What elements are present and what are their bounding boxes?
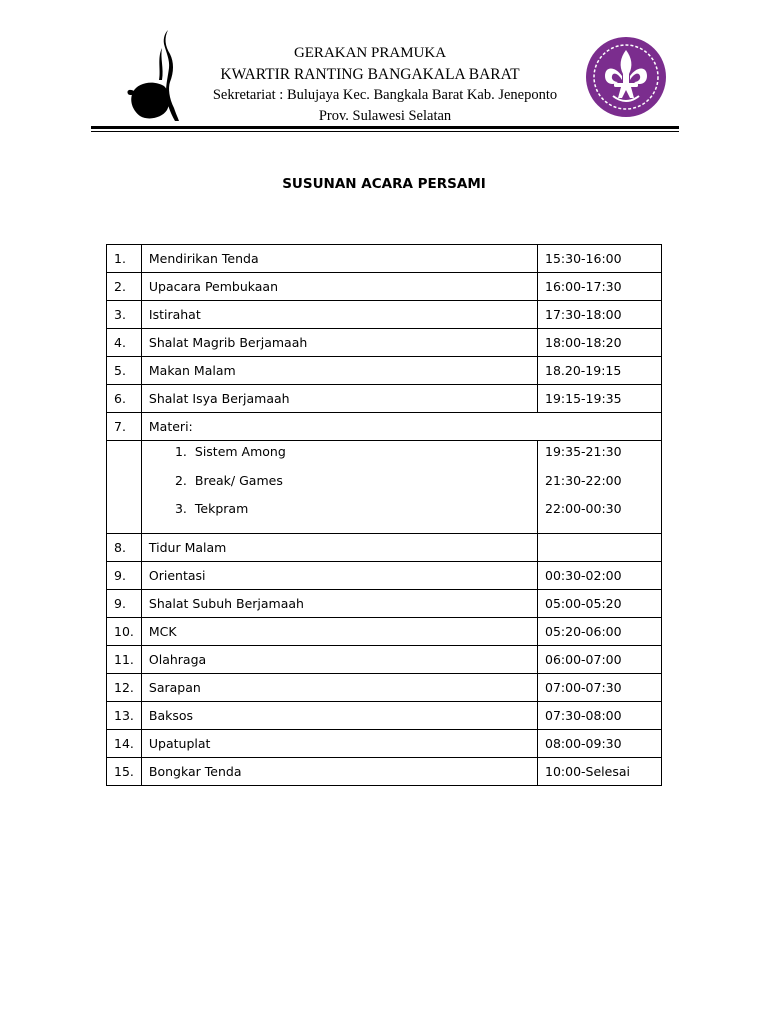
row-number: 3.	[107, 301, 142, 329]
row-activity: Materi:	[141, 413, 661, 441]
row-number: 4.	[107, 329, 142, 357]
materi-subrow	[107, 441, 662, 534]
materi-number: 2.	[174, 472, 187, 488]
row-activity: Istirahat	[141, 301, 537, 329]
row-activity: Baksos	[141, 701, 537, 729]
row-number: 2.	[107, 273, 142, 301]
row-number: 1.	[107, 245, 142, 273]
row-time: 17:30-18:00	[538, 301, 662, 329]
row-time: 05:00-05:20	[538, 589, 662, 617]
table-row	[107, 645, 662, 673]
materi-time: 22:00-00:30	[545, 501, 622, 516]
materi-time: 21:30-22:00	[545, 472, 622, 488]
materi-list	[141, 441, 537, 534]
list-item	[149, 444, 530, 473]
header-rule-thick	[91, 126, 679, 129]
table-row	[107, 701, 662, 729]
row-activity: Upatuplat	[141, 729, 537, 757]
row-number: 7.	[107, 413, 142, 441]
table-row	[107, 673, 662, 701]
address-line-2: Prov. Sulawesi Selatan	[318, 108, 452, 124]
row-number: 9.	[107, 589, 142, 617]
row-number: 12.	[107, 673, 142, 701]
row-time: 16:00-17:30	[538, 273, 662, 301]
row-number: 11.	[107, 645, 142, 673]
row-activity: Orientasi	[141, 561, 537, 589]
row-number: 9.	[107, 561, 142, 589]
materi-activity: Sistem Among	[194, 444, 286, 459]
list-item	[149, 501, 530, 530]
row-time: 00:30-02:00	[538, 561, 662, 589]
materi-times	[538, 441, 662, 534]
materi-activity: Tekpram	[194, 501, 249, 516]
row-activity: Olahraga	[141, 645, 537, 673]
table-row	[107, 589, 662, 617]
row-number: 15.	[107, 757, 142, 785]
materi-number: 1.	[174, 444, 187, 459]
branch-name: KWARTIR RANTING BANGAKALA BARAT	[220, 66, 520, 83]
row-time: 10:00-Selesai	[538, 757, 662, 785]
table-row	[107, 245, 662, 273]
row-number-empty	[107, 441, 142, 534]
row-activity: Shalat Isya Berjamaah	[141, 385, 537, 413]
row-time: 18.20-19:15	[538, 357, 662, 385]
row-time: 06:00-07:00	[538, 645, 662, 673]
row-activity: Sarapan	[141, 673, 537, 701]
table-row	[107, 617, 662, 645]
row-activity: Shalat Magrib Berjamaah	[141, 329, 537, 357]
row-activity: Mendirikan Tenda	[141, 245, 537, 273]
document-title: SUSUNAN ACARA PERSAMI	[282, 176, 486, 192]
table-row	[107, 385, 662, 413]
row-number: 10.	[107, 617, 142, 645]
table-row	[107, 273, 662, 301]
row-activity: Shalat Subuh Berjamaah	[141, 589, 537, 617]
table-row	[107, 533, 662, 561]
row-time: 07:30-08:00	[538, 701, 662, 729]
row-activity: Tidur Malam	[141, 533, 537, 561]
header-rule-thin	[91, 131, 679, 132]
list-item	[149, 473, 530, 502]
row-activity: Bongkar Tenda	[141, 757, 537, 785]
row-time: 15:30-16:00	[538, 245, 662, 273]
table-row	[107, 757, 662, 785]
row-time: 08:00-09:30	[538, 729, 662, 757]
table-row	[107, 561, 662, 589]
row-time: 19:15-19:35	[538, 385, 662, 413]
row-time: 05:20-06:00	[538, 617, 662, 645]
row-time: 18:00-18:20	[538, 329, 662, 357]
row-activity: Makan Malam	[141, 357, 537, 385]
org-name: GERAKAN PRAMUKA	[293, 45, 447, 61]
table-row	[107, 357, 662, 385]
table-row	[107, 413, 662, 441]
table-row	[107, 329, 662, 357]
table-row	[107, 729, 662, 757]
address-line-1: Sekretariat : Bulujaya Kec. Bangkala Barat Kab. Jeneponto	[212, 87, 558, 103]
row-number: 5.	[107, 357, 142, 385]
materi-number: 3.	[174, 501, 187, 516]
row-time	[538, 533, 662, 561]
schedule-table	[106, 244, 662, 786]
row-number: 8.	[107, 533, 142, 561]
table-row	[107, 301, 662, 329]
materi-activity: Break/ Games	[194, 472, 283, 488]
row-activity: MCK	[141, 617, 537, 645]
row-number: 14.	[107, 729, 142, 757]
materi-time: 19:35-21:30	[545, 444, 622, 459]
wosm-fleur-de-lis-icon	[585, 36, 667, 118]
row-time: 07:00-07:30	[538, 673, 662, 701]
row-number: 13.	[107, 701, 142, 729]
row-activity: Upacara Pembukaan	[141, 273, 537, 301]
row-number: 6.	[107, 385, 142, 413]
tunas-kelapa-icon	[124, 28, 188, 124]
